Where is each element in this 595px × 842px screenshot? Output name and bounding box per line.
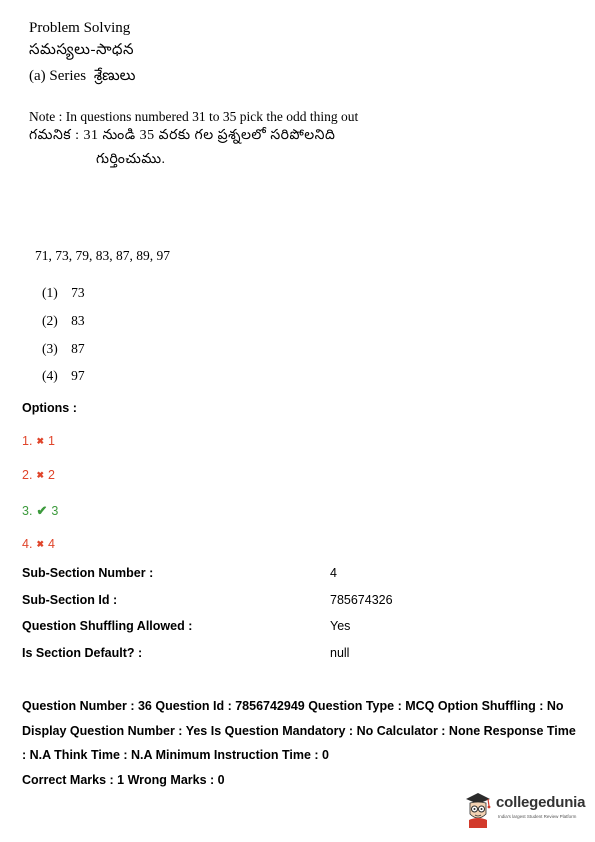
mascot-icon [462,790,494,828]
section-title: Problem Solving [29,20,131,36]
choice-value: 83 [71,313,85,328]
option-value: 2 [47,468,55,482]
option-item-2 [22,468,55,482]
option-item-1 [22,434,55,448]
option-label: 2. [22,468,33,482]
note-telugu-line1: గమనిక : 31 నుండి 35 వరకు గల ప్రశ్నలలో సరిపోలనిది [29,128,336,143]
meta-label: Sub-Section Number : [22,566,154,580]
check-icon: ✔ [36,503,48,518]
question-series: 71, 73, 79, 83, 87, 89, 97 [35,248,170,263]
option-value: 4 [47,537,55,551]
choice-number: (3) [42,341,58,356]
meta-label: Is Section Default? : [22,646,143,660]
meta-value: Yes [330,619,351,633]
choice-value: 87 [71,341,85,356]
note-english: Note : In questions numbered 31 to 35 pick the odd thing out [29,109,359,124]
option-label: 4. [22,537,33,551]
meta-label: Sub-Section Id : [22,593,118,607]
option-item-4 [22,537,55,551]
choice-value: 73 [71,285,85,300]
logo-name: collegedunia [496,794,586,811]
option-label: 3. [22,504,33,518]
choice-number: (2) [42,313,58,328]
choice-value: 97 [71,368,85,383]
subsection-title-en: (a) Series [29,68,87,84]
meta-value: 785674326 [330,593,393,607]
meta-value: null [330,646,350,660]
option-value: 3 [51,504,59,518]
option-label: 1. [22,434,33,448]
choice-item [42,368,85,384]
question-info-text: Question Number : 36 Question Id : 7856742949 Question Type : MCQ Option Shuffling : No Display Question Number : Yes Is Question Mandatory : No Calculator : None Response Time : N.A Think Time : N.A Minimum Instruction Time : 0 [22,699,576,762]
collegedunia-logo [462,790,587,830]
choice-number: (4) [42,368,58,383]
section-title-telugu: సమస్యలు-సాధన [29,42,135,58]
question-marks: Correct Marks : 1 Wrong Marks : 0 [22,772,225,787]
options-title: Options : [22,401,77,415]
logo-tagline: India's largest Student Review Platform [498,814,577,819]
question-info [22,694,578,792]
meta-label: Question Shuffling Allowed : [22,619,193,633]
subsection-title-te: శ్రేణులు [93,68,136,84]
meta-value: 4 [330,566,337,580]
subsection-title [29,67,135,85]
choice-item [42,313,85,329]
cross-icon: ✖ [36,435,44,446]
note-telugu-line2: గుర్తించుము. [96,152,166,167]
choice-item [42,341,85,357]
cross-icon: ✖ [36,469,44,480]
choice-item [42,285,85,301]
cross-icon: ✖ [36,538,44,549]
option-item-3 [22,503,58,519]
option-value: 1 [47,434,55,448]
choice-number: (1) [42,285,58,300]
